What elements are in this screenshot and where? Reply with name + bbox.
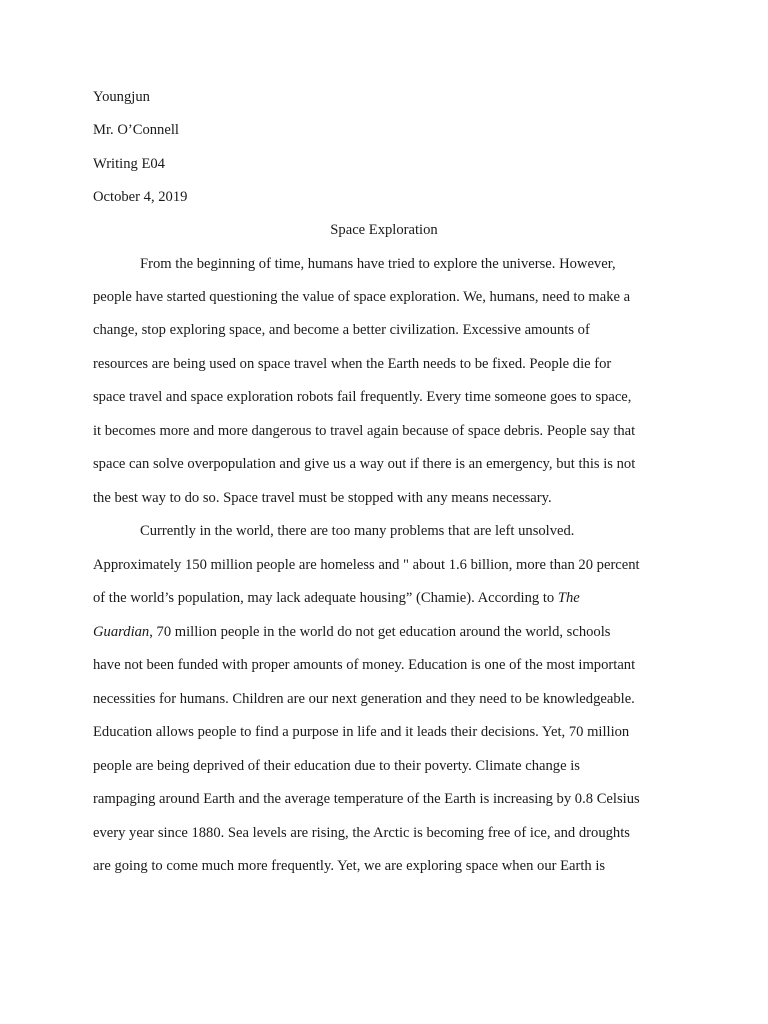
paragraph-line: it becomes more and more dangerous to travel again because of space debris. People say that (93, 423, 636, 439)
teacher-name: Mr. O’Connell (93, 122, 179, 138)
paragraph-line: people are being deprived of their education due to their poverty. Climate change is (93, 758, 580, 774)
paragraph-line: resources are being used on space travel when the Earth needs to be fixed. People die for (93, 356, 612, 372)
paragraph-line: every year since 1880. Sea levels are rising, the Arctic is becoming free of ice, and droughts (93, 825, 630, 841)
paragraph-line: From the beginning of time, humans have tried to explore the universe. However, (140, 256, 616, 272)
paragraph-line (93, 589, 580, 607)
course-name: Writing E04 (93, 156, 165, 172)
paragraph-line: Currently in the world, there are too many problems that are left unsolved. (140, 523, 575, 539)
source-title-italic: The (557, 590, 580, 606)
paragraph-line: have not been funded with proper amounts of money. Education is one of the most important (93, 657, 636, 673)
paragraph-line: the best way to do so. Space travel must be stopped with any means necessary. (93, 490, 552, 506)
paragraph-line: space can solve overpopulation and give us a way out if there is an emergency, but this is not (93, 456, 636, 472)
paragraph-line: Approximately 150 million people are homeless and " about 1.6 billion, more than 20 percent (93, 557, 640, 573)
source-title-italic: Guardian (93, 624, 150, 640)
paragraph-line: Education allows people to find a purpose in life and it leads their decisions. Yet, 70 million (93, 724, 630, 740)
essay-date: October 4, 2019 (93, 189, 188, 205)
paragraph-line: necessities for humans. Children are our next generation and they need to be knowledgeable. (93, 691, 635, 707)
paragraph-line: space travel and space exploration robots fail frequently. Every time someone goes to space, (93, 389, 632, 405)
student-name: Youngjun (93, 89, 150, 105)
paragraph-line: people have started questioning the value of space exploration. We, humans, need to make a (93, 289, 631, 305)
paragraph-line (93, 623, 610, 641)
paragraph-line: are going to come much more frequently. Yet, we are exploring space when our Earth is (93, 858, 606, 874)
paragraph-line: change, stop exploring space, and become a better civilization. Excessive amounts of (93, 322, 590, 338)
paragraph-text: , 70 million people in the world do not get education around the world, schools (149, 624, 611, 640)
paragraph-line: rampaging around Earth and the average temperature of the Earth is increasing by 0.8 Celsius (93, 791, 640, 807)
essay-title: Space Exploration (330, 222, 438, 238)
paragraph-text: of the world’s population, may lack adequate housing” (Chamie). According to (93, 590, 558, 606)
